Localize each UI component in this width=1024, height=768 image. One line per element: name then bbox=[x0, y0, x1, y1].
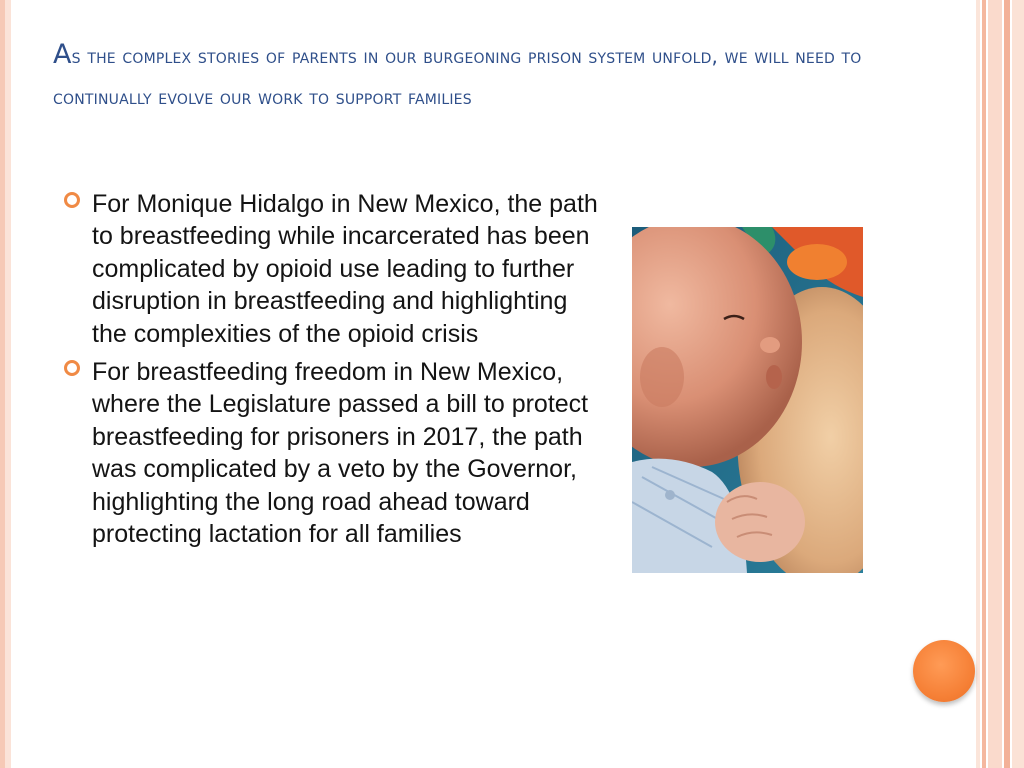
left-decorative-border bbox=[0, 0, 11, 768]
slide-title bbox=[53, 34, 913, 118]
bullet-text: For Monique Hidalgo in New Mexico, the path to breastfeeding while incarcerated has been complicated by opioid use leading to further disruption in breastfeeding and highlighting the complexities of the opioid crisis bbox=[92, 190, 598, 348]
title-rest: s the complex stories of parents in our burgeoning prison system unfold, we will need to continually evolve our work to support families bbox=[53, 44, 862, 109]
orange-accent-dot bbox=[913, 640, 975, 702]
bullet-circle-icon bbox=[64, 192, 80, 208]
bullet-text: For breastfeeding freedom in New Mexico, where the Legislature passed a bill to protect breastfeeding for prisoners in 2017, the path was complicated by a veto by the Governor, highlighting the long road ahead toward protecting lactation for all families bbox=[92, 358, 589, 549]
bullet-circle-icon bbox=[64, 360, 80, 376]
right-decorative-stripes bbox=[976, 0, 1024, 768]
bullet-item bbox=[62, 356, 602, 550]
bullet-list bbox=[62, 188, 602, 556]
breastfeeding-photo bbox=[632, 227, 863, 573]
title-first-letter: A bbox=[53, 39, 72, 70]
bullet-item bbox=[62, 188, 602, 350]
